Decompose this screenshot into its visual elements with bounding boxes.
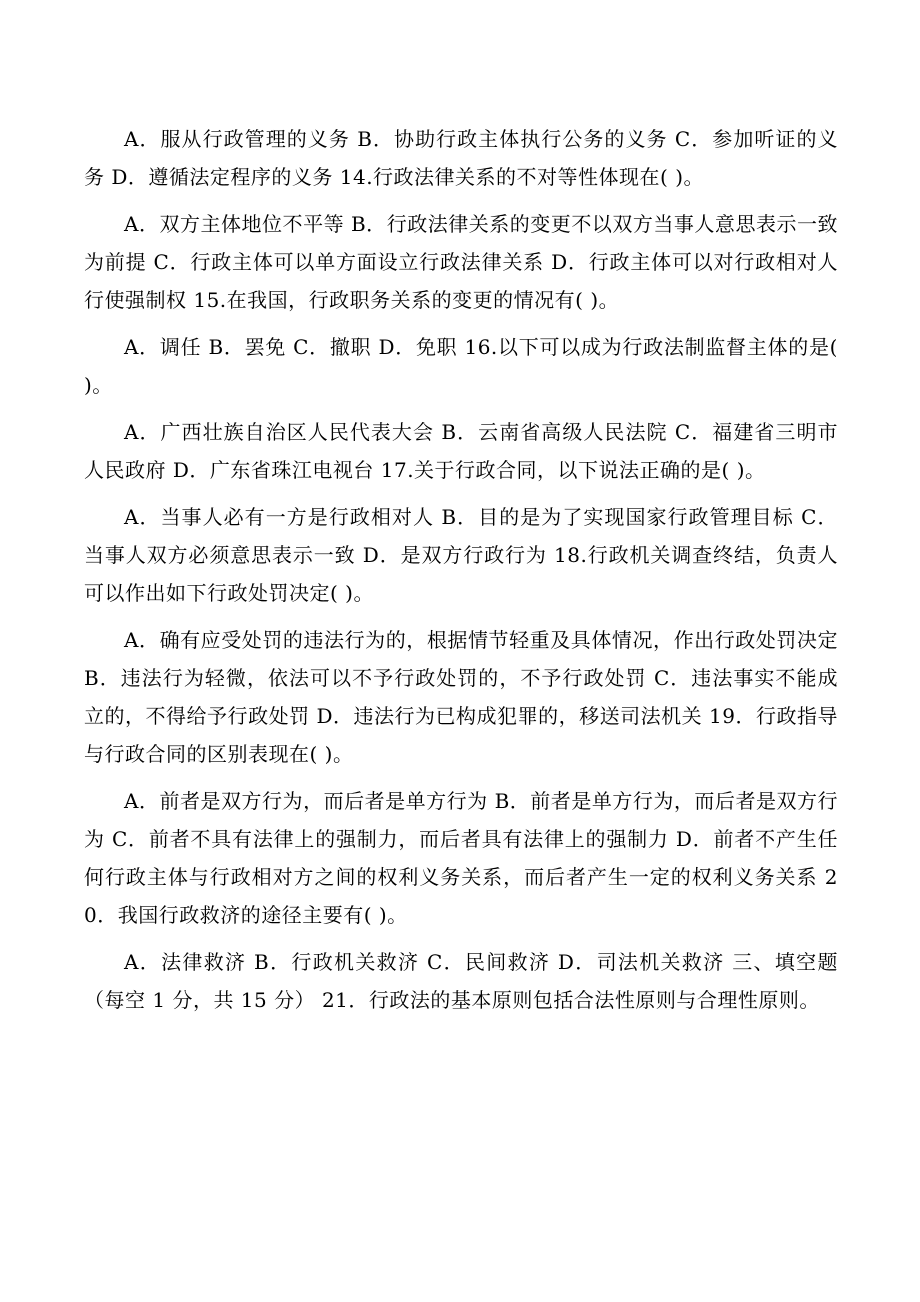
paragraph-q13-options: A．服从行政管理的义务 B．协助行政主体执行公务的义务 C．参加听证的义务 D．遵循法定程序的义务 14.行政法律关系的不对等性体现在( )。 <box>84 127 838 189</box>
paragraph-q18-options: A．确有应受处罚的违法行为的，根据情节轻重及具体情况，作出行政处罚决定 B．违法行为轻微，依法可以不予行政处罚的，不予行政处罚 C．违法事实不能成立的，不得给予行政处罚 D．违法行为已构成犯罪的，移送司法机关 19．行政指导与行政合同的区别表现在( )。 <box>84 628 838 766</box>
document-page <box>84 120 838 1019</box>
paragraph-q16-options: A．广西壮族自治区人民代表大会 B．云南省高级人民法院 C．福建省三明市人民政府 D．广东省珠江电视台 17.关于行政合同，以下说法正确的是( )。 <box>84 420 838 482</box>
paragraph-q19-options: A．前者是双方行为，而后者是单方行为 B．前者是单方行为，而后者是双方行为 C．前者不具有法律上的强制力，而后者具有法律上的强制力 D．前者不产生任何行政主体与行政相对方之间的权利义务关系，而后者产生一定的权利义务关系 20．我国行政救济的途径主要有( )。 <box>84 789 838 927</box>
paragraph-q15-options: A．调任 B．罢免 C．撤职 D．免职 16.以下可以成为行政法制监督主体的是( )。 <box>84 335 838 397</box>
paragraph-q17-options: A．当事人必有一方是行政相对人 B．目的是为了实现国家行政管理目标 C．当事人双方必须意思表示一致 D．是双方行政行为 18.行政机关调查终结，负责人可以作出如下行政处罚决定( )。 <box>84 505 838 605</box>
paragraph-q20-options: A．法律救济 B．行政机关救济 C．民间救济 D．司法机关救济 三、填空题（每空 1 分，共 15 分） 21．行政法的基本原则包括合法性原则与合理性原则。 <box>84 950 838 1012</box>
paragraph-q14-options: A．双方主体地位不平等 B．行政法律关系的变更不以双方当事人意思表示一致为前提 C．行政主体可以单方面设立行政法律关系 D．行政主体可以对行政相对人行使强制权 15.在我国，行政职务关系的变更的情况有( )。 <box>84 212 838 312</box>
